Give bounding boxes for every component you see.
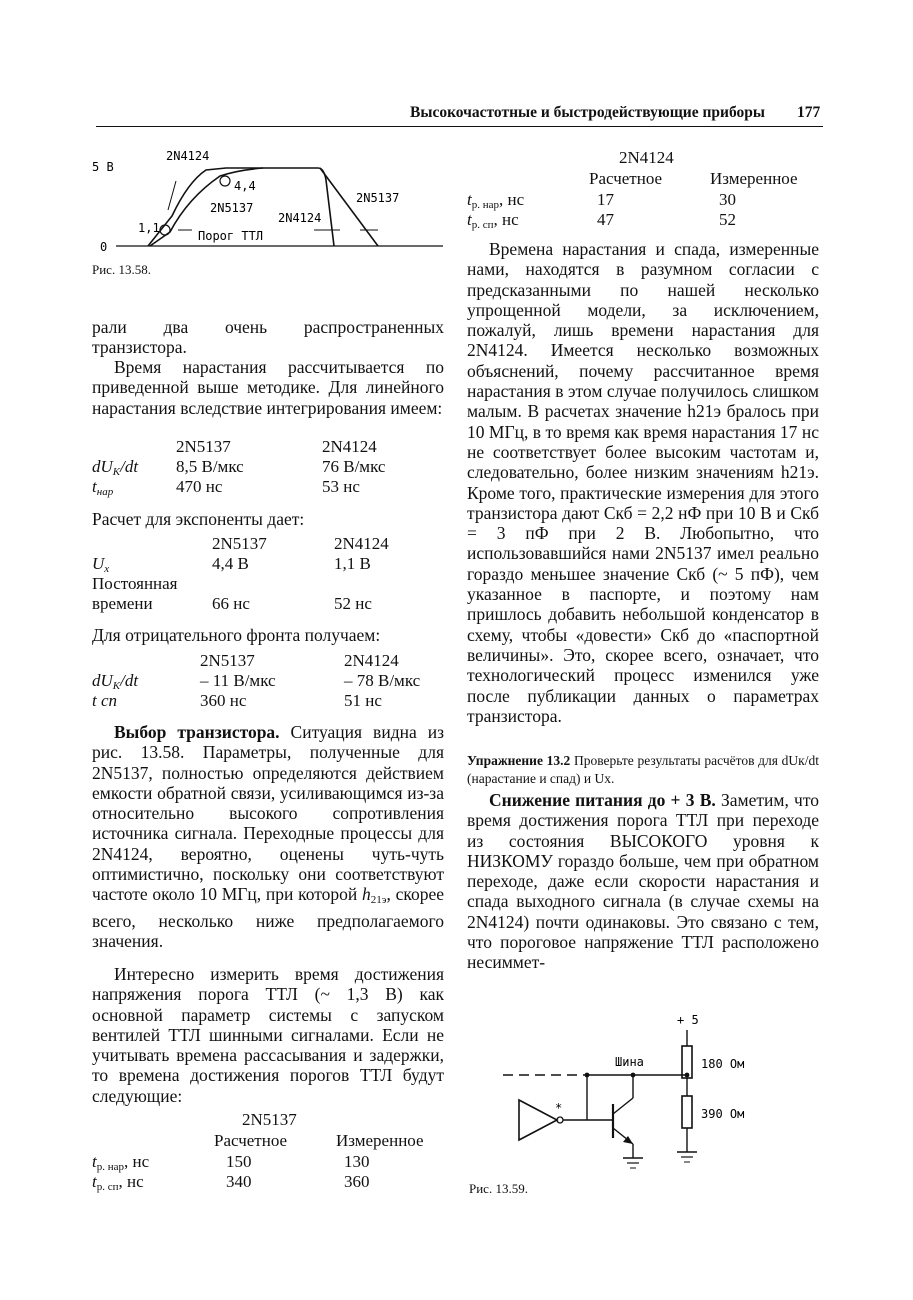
marker-4-4 — [220, 176, 230, 186]
label-threshold: Порог ТТЛ — [198, 229, 264, 243]
label-supply: + 5 — [677, 1013, 699, 1027]
label-zero: 0 — [100, 240, 108, 254]
label-bus: Шина — [615, 1055, 644, 1069]
table-linear-rise: 2N5137 2N4124 $dU_K/dt$ 8,5 В/мкс 76 В/мкс $t_{нар}$ 470 нс 53 нс — [92, 437, 386, 498]
figure-13-58-caption: Рис. 13.58. — [92, 262, 151, 277]
table-2n5137-threshold: 2N5137 Расчетное Измеренное $t_{р. нар}$, нс 150 130 $t_{р. сп}$, нс 340 360 — [92, 1110, 424, 1193]
exercise-13-2: Упражнение 13.2 Проверьте результаты расчётов для dUк/dt (нарастание и спад) и Ux. — [467, 753, 819, 786]
left-paragraph-1: рали два очень распространенных транзистора. — [92, 317, 444, 358]
left-paragraph-4: Для отрицательного фронта получаем: — [92, 625, 381, 645]
label-2n4124-top: 2N4124 — [166, 149, 210, 163]
label-1-1: 1,1 — [138, 221, 160, 235]
left-paragraph-2: Время нарастания рассчитывается по приведенной выше методике. Для линейного нарастания вследствие интегрирования имеем: — [92, 357, 444, 418]
table-negative-edge: 2N5137 2N4124 $dU_K/dt$ – 11 В/мкс – 78 В/мкс t сп 360 нс 51 нс — [92, 651, 421, 710]
label-390-ohm: 390 Ом — [701, 1107, 745, 1121]
table-exponent: 2N5137 2N4124 $U_x$ 4,4 В 1,1 В Постоянная времени 66 нс 52 нс — [92, 534, 389, 613]
running-header-title: Высокочастотные и быстродействующие приборы — [410, 104, 765, 121]
header-rule — [96, 126, 823, 127]
left-paragraph-6: Интересно измерить время достижения напряжения порога ТТЛ (~ 1,3 В) как основной параметр системы с запуском вентилей ТТЛ шинными сигналами. Если не учитывать времена рассасывания и задержки, то времена достижения порогов ТТЛ будут следующие: — [92, 964, 444, 1106]
figure-13-59 — [495, 1010, 795, 1180]
curve-2n4124-fall — [318, 168, 334, 246]
page-number: 177 — [797, 104, 821, 121]
label-2n4124-mid: 2N4124 — [278, 211, 322, 225]
resistor-390 — [682, 1096, 692, 1128]
label-4-4: 4,4 — [234, 179, 256, 193]
gate-triangle — [519, 1100, 557, 1140]
label-5v: 5 В — [92, 160, 114, 174]
label-star: * — [555, 1101, 563, 1115]
figure-13-58 — [88, 140, 448, 265]
label-2n5137-left: 2N5137 — [210, 201, 254, 215]
right-paragraph-7: Времена нарастания и спада, измеренные нами, находятся в разумном согласии с предсказанными по нашей несколько упрощенной модели, за исключением, пожалуй, лишь времени нарастания для 2N4124. Имеется несколько возможных объяснений, почему рассчитанное время нарастания в этом случае получилось слишком малым. В расчетах значение h21э бралось при 10 МГц, в то время как время нарастания 17 нс не соответствует более высоким частотам и, следовательно, более низким значениям h21э. Кроме того, практические измерения для этого транзистора дают Cкб = 2,2 нФ при 10 В и Cкб = 3 пФ при 2 В. Любопытно, что использовавшийся нами 2N5137 имел реально гораздо меньшее значение Cкб (~ 5 пФ), чем указанное в паспорте, и поэтому нам пришлось добавить небольшой конденсатор в схему, чтобы «довести» Cкб до «паспортной величины». Это, скорее всего, означает, что технологический процесс изменился уже после публикации данных о параметрах транзистора. — [467, 239, 819, 726]
figure-13-59-caption: Рис. 13.59. — [469, 1181, 528, 1196]
table-2n4124-threshold: 2N4124 Расчетное Измеренное $t_{р. нар}$, нс 17 30 $t_{р. сп}$, нс 47 52 — [467, 148, 798, 231]
label-2n5137-right: 2N5137 — [356, 191, 400, 205]
left-paragraph-5: Выбор транзистора. Ситуация видна из рис. 13.58. Параметры, полученные для 2N5137, полностью определяются действием емкости обратной связи, усиливающимся из-за относительно высокого сопротивления источника сигнала. Переходные процессы для 2N4124, вероятно, оценены чуть-чуть оптимистично, поскольку они соответствуют частоте около 10 МГц, при которой $h_{21э}$, скорее всего, несколько ниже предполагаемого значения. — [92, 722, 444, 951]
label-180-ohm: 180 Ом — [701, 1057, 745, 1071]
left-paragraph-3: Расчет для экспоненты дает: — [92, 509, 305, 529]
leader-2n4124 — [168, 181, 176, 210]
right-paragraph-8: Снижение питания до + 3 В. Заметим, что время достижения порога ТТЛ при переходе из состояния ВЫСОКОГО уровня к НИЗКОМУ гораздо больше, чем при обратном переходе, даже если скорости нарастания и спада выходного сигнала (в случае схемы на 2N4124) почти одинаковы. Это связано с тем, что пороговое напряжение ТТЛ расположено несиммет- — [467, 790, 819, 973]
